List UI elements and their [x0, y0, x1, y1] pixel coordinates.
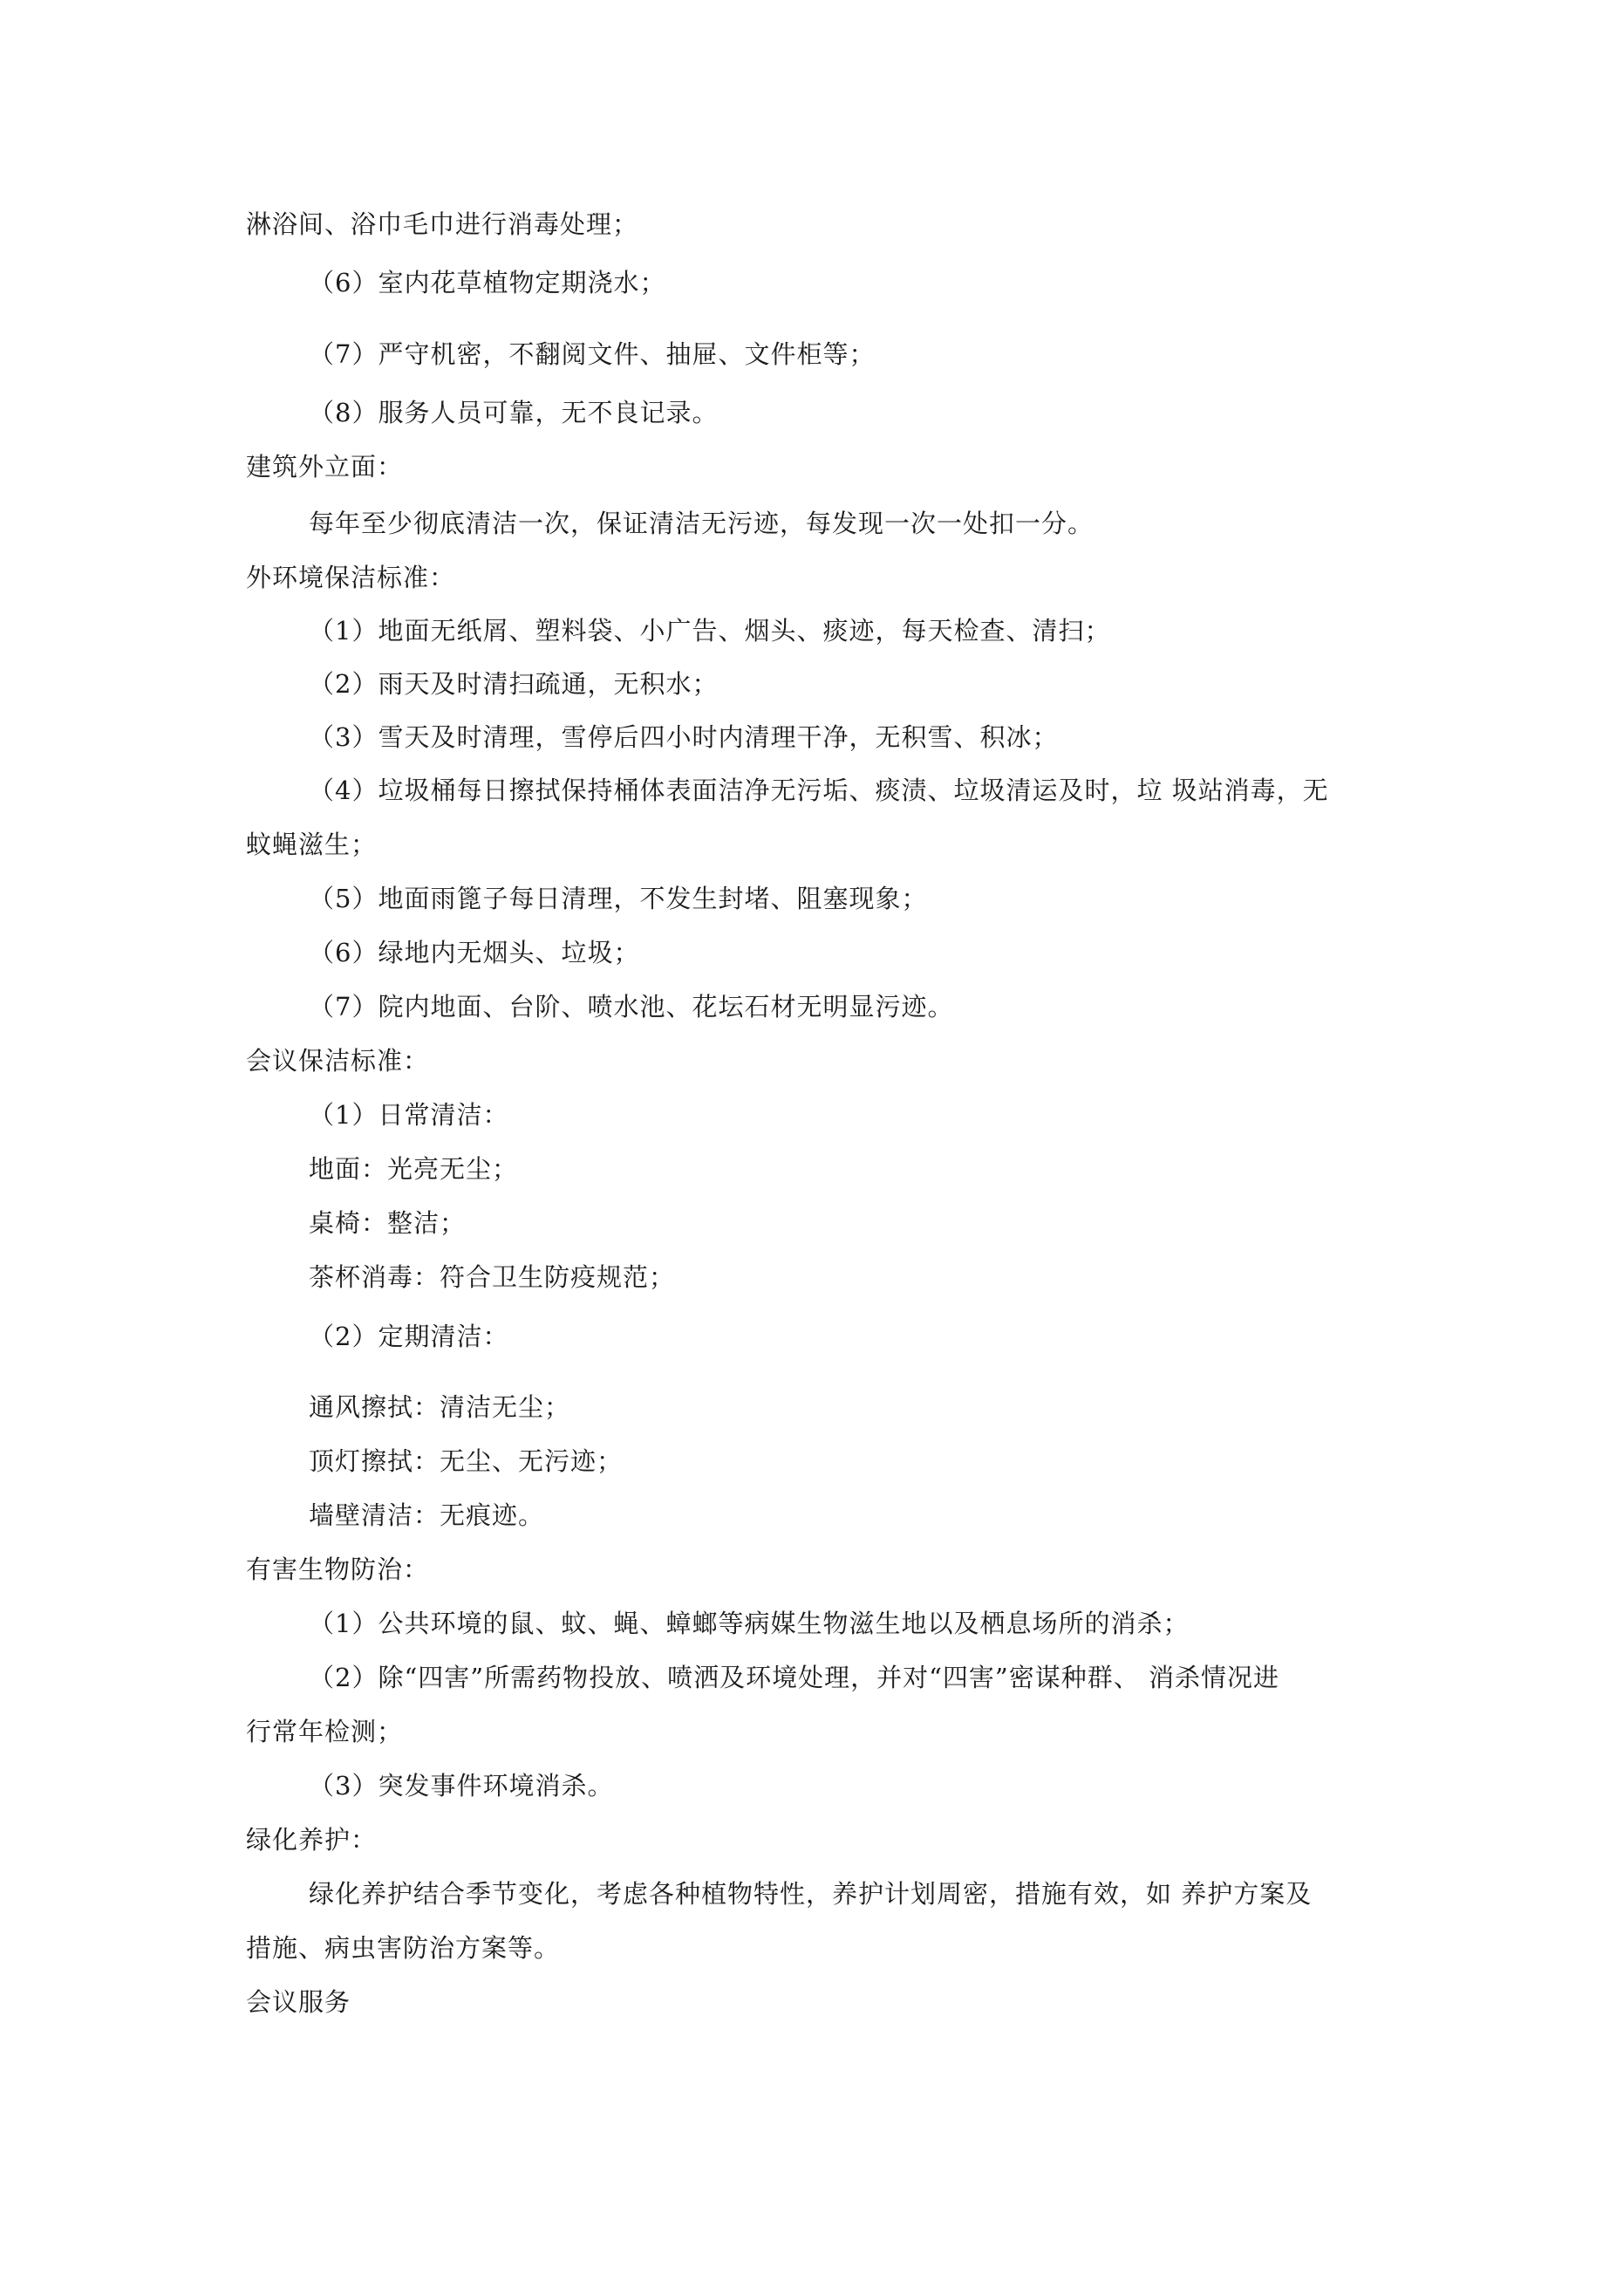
- list-item: （2）定期清洁：: [309, 1322, 509, 1351]
- list-item: （1）公共环境的鼠、蚊、蝇、蟑螂等病媒生物滋生地以及栖息场所的消杀；: [309, 1609, 1190, 1638]
- text-line: 通风擦拭：清洁无尘；: [309, 1392, 571, 1422]
- list-item: （5）地面雨篦子每日清理，不发生封堵、阻塞现象；: [309, 884, 928, 913]
- section-heading: 建筑外立面：: [246, 452, 404, 482]
- section-heading: 会议服务: [246, 1987, 351, 2017]
- list-item: （2）除“四害”所需药物投放、喷洒及环境处理，并对“四害”密谋种群、 消杀情况进: [309, 1663, 1279, 1692]
- list-item: （4）垃圾桶每日擦拭保持桶体表面洁净无污垢、痰渍、垃圾清运及时，垃 圾站消毒，无: [309, 776, 1329, 805]
- list-item: （1）日常清洁：: [309, 1100, 509, 1130]
- list-item-continuation: 蚊蝇滋生；: [246, 830, 378, 859]
- text-line: 淋浴间、浴巾毛巾进行消毒处理；: [246, 209, 639, 239]
- list-item: （3）雪天及时清理，雪停后四小时内清理干净，无积雪、积冰；: [309, 722, 1059, 752]
- list-item: （7）院内地面、台阶、喷水池、花坛石材无明显污迹。: [309, 992, 954, 1022]
- list-item-continuation: 行常年检测；: [246, 1717, 404, 1746]
- list-item: （2）雨天及时清扫疏通，无积水；: [309, 669, 719, 699]
- list-item: （7）严守机密，不翻阅文件、抽屉、文件柜等；: [309, 339, 876, 369]
- section-heading: 外环境保洁标准：: [246, 563, 456, 592]
- text-line: 顶灯擦拭：无尘、无污迹；: [309, 1446, 624, 1476]
- list-item: （3）突发事件环境消杀。: [309, 1771, 614, 1801]
- list-item: （6）绿地内无烟头、垃圾；: [309, 938, 640, 967]
- text-line: 地面：光亮无尘；: [309, 1154, 519, 1184]
- text-line: 墙壁清洁：无痕迹。: [309, 1500, 545, 1530]
- section-heading: 有害生物防治：: [246, 1555, 430, 1584]
- section-heading: 会议保洁标准：: [246, 1046, 430, 1076]
- paragraph-line: 每年至少彻底清洁一次，保证清洁无污迹，每发现一次一处扣一分。: [309, 509, 1095, 538]
- list-item: （8）服务人员可靠，无不良记录。: [309, 398, 719, 427]
- text-line: 桌椅：整洁；: [309, 1208, 467, 1238]
- list-item: （1）地面无纸屑、塑料袋、小广告、烟头、痰迹，每天检查、清扫；: [309, 616, 1111, 646]
- paragraph-continuation: 措施、病虫害防治方案等。: [246, 1933, 561, 1963]
- paragraph-line: 绿化养护结合季节变化，考虑各种植物特性，养护计划周密，措施有效，如 养护方案及: [309, 1879, 1313, 1909]
- list-item: （6）室内花草植物定期浇水；: [309, 268, 666, 297]
- text-line: 茶杯消毒：符合卫生防疫规范；: [309, 1262, 676, 1292]
- section-heading: 绿化养护：: [246, 1825, 378, 1855]
